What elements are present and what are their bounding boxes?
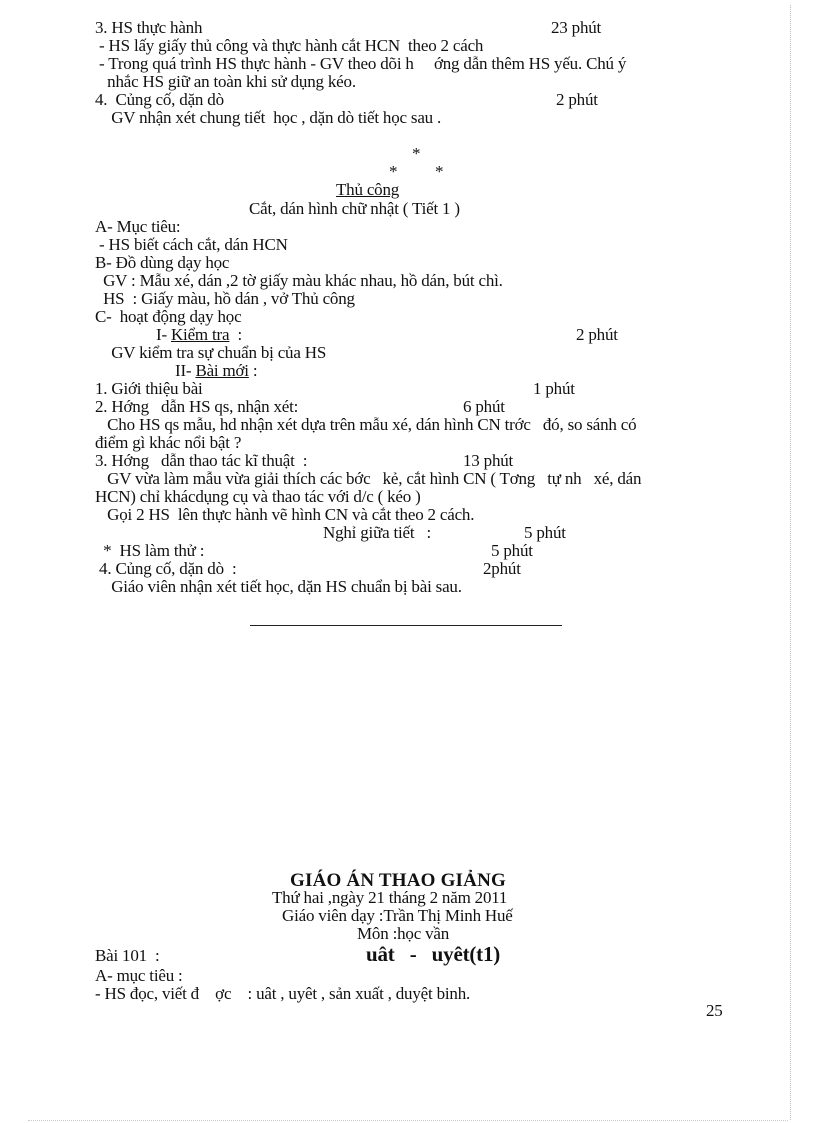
try-time: 5 phút [491, 541, 533, 560]
subject-name: Môn :học vần [357, 924, 450, 943]
break-time: 5 phút [524, 523, 566, 542]
horizontal-rule [250, 625, 562, 626]
materials-heading: B- Đồ dùng dạy học [95, 253, 230, 272]
part-ii-label: Bài mới [195, 361, 249, 380]
text-line: - HS lấy giấy thủ công và thực hành cắt HCN theo 2 cách [95, 36, 484, 55]
step-3-practice: 3. HS thực hành [95, 18, 203, 37]
text-line: nhắc HS giữ an toàn khi sử dụng kéo. [95, 72, 356, 91]
step-4-time: 2phút [483, 559, 521, 578]
page-number: 25 [706, 1001, 723, 1020]
text-line: Gọi 2 HS lên thực hành vẽ hình CN và cắt theo 2 cách. [95, 505, 475, 524]
separator-star: * [389, 162, 398, 181]
text-line: điểm gì khác nổi bật ? [95, 433, 242, 452]
lesson-date: Thứ hai ,ngày 21 tháng 2 năm 2011 [272, 888, 508, 907]
text-line: GV : Mẫu xé, dán ,2 tờ giấy màu khác nhau, hồ dán, bút chì. [95, 271, 503, 290]
teacher-name: Giáo viên dạy :Trần Thị Minh Huế [282, 906, 513, 925]
text-line: GV vừa làm mẫu vừa giải thích các bớc kẻ, cắt hình CN ( Tơng tự nh xé, dán [95, 469, 642, 488]
page-edge [28, 1120, 788, 1121]
part-i-time: 2 phút [576, 325, 618, 344]
part-ii-prefix: II- [175, 361, 196, 380]
step-1-intro: 1. Giới thiệu bài [95, 379, 203, 398]
step-3-time: 23 phút [551, 18, 602, 37]
step-4-review: 4. Củng cố, dặn dò [95, 90, 224, 109]
step-3-technique: 3. Hớng dẫn thao tác kĩ thuật : [95, 451, 308, 470]
activities-heading: C- hoạt động dạy học [95, 307, 242, 326]
try-label: * HS làm thử : [95, 541, 205, 560]
part-ii-suffix: : [248, 361, 258, 380]
text-line: GV kiểm tra sự chuẩn bị của HS [95, 343, 327, 362]
objectives-heading: A- Mục tiêu: [95, 217, 181, 236]
text-line: - HS đọc, viết đ ợc : uât , uyêt , sản xuất , duyệt binh. [95, 984, 471, 1003]
text-line: GV nhận xét chung tiết học , dặn dò tiết học sau . [95, 108, 442, 127]
break-label: Nghỉ giữa tiết : [323, 523, 432, 542]
separator-star: * [435, 162, 444, 181]
text-line: Cho HS qs mẫu, hd nhận xét dựa trên mẫu xé, dán hình CN trớc đó, so sánh có [95, 415, 637, 434]
step-4-review: 4. Củng cố, dặn dò : [95, 559, 237, 578]
step-2-time: 6 phút [463, 397, 505, 416]
lesson-title: uât - uyêt(t1) [366, 942, 501, 966]
part-i-prefix: I- [156, 325, 171, 344]
section-subheading: Cắt, dán hình chữ nhật ( Tiết 1 ) [249, 199, 460, 218]
text-line: HS : Giấy màu, hồ dán , vở Thủ công [95, 289, 355, 308]
text-line: - Trong quá trình HS thực hành - GV theo dõi h ớng dẫn thêm HS yếu. Chú ý [95, 54, 627, 73]
page-edge [790, 5, 791, 1120]
part-ii-heading [175, 362, 257, 380]
step-4-time: 2 phút [556, 90, 598, 109]
objectives-heading: A- mục tiêu : [95, 966, 183, 985]
step-1-time: 1 phút [533, 379, 575, 398]
part-i-heading [156, 326, 242, 344]
step-3-time: 13 phút [463, 451, 514, 470]
section-heading: Thủ công [336, 180, 400, 199]
separator-star: * [412, 144, 421, 163]
step-2-observe: 2. Hớng dẫn HS qs, nhận xét: [95, 397, 299, 416]
lesson-number: Bài 101 : [95, 946, 160, 965]
text-line: HCN) chỉ khácdụng cụ và thao tác với d/c ( kéo ) [95, 487, 421, 506]
part-i-label: Kiểm tra [170, 325, 230, 344]
text-line: Giáo viên nhận xét tiết học, dặn HS chuẩn bị bài sau. [95, 577, 462, 596]
part-i-suffix: : [229, 325, 242, 344]
text-line: - HS biết cách cắt, dán HCN [95, 235, 288, 254]
lesson-plan-title: GIÁO ÁN THAO GIẢNG [290, 870, 506, 891]
